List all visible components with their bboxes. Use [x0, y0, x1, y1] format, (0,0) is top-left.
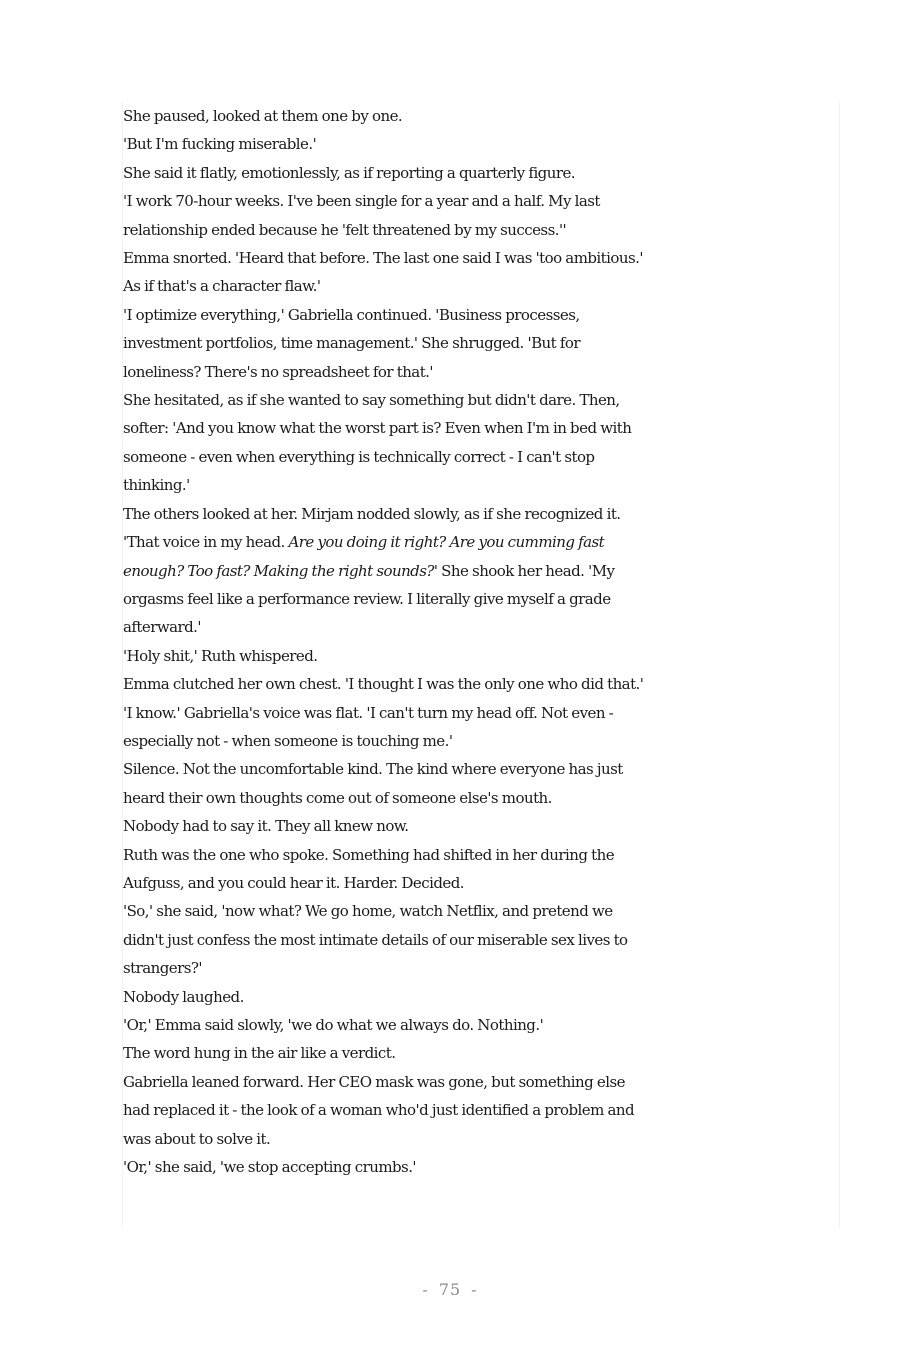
text-line: someone - even when everything is technically correct - I can't stop	[123, 447, 595, 466]
text-line: 'Or,' Emma said slowly, 'we do what we always do. Nothing.'	[123, 1016, 544, 1034]
text-line: She said it flatly, emotionlessly, as if reporting a quarterly figure.	[123, 163, 576, 182]
text-line: 'But I'm fucking miserable.'	[123, 135, 317, 154]
text-line: had replaced it - the look of a woman who'd just identified a problem and	[123, 1101, 635, 1120]
page-footer	[0, 1280, 900, 1299]
text-line: 'Or,' she said, 'we stop accepting crumbs.'	[123, 1158, 416, 1177]
text-line: Emma clutched her own chest. 'I thought I was the only one who did that.'	[123, 675, 644, 694]
text-line: 'Holy shit,' Ruth whispered.	[123, 646, 318, 665]
text-line: Ruth was the one who spoke. Something had shifted in her during the	[123, 845, 615, 864]
italic-text-segment: Are you doing it right? Are you cumming fast	[288, 533, 605, 552]
text-line: softer: 'And you know what the worst part is? Even when I'm in bed with	[123, 419, 632, 438]
text-line: Aufguss, and you could hear it. Harder. Decided.	[123, 873, 464, 892]
text-line: investment portfolios, time management.' She shrugged. 'But for	[123, 334, 580, 353]
text-line: orgasms feel like a performance review. I literally give myself a grade	[123, 589, 611, 608]
text-line: 'I optimize everything,' Gabriella continued. 'Business processes,	[123, 305, 580, 324]
text-line: relationship ended because he 'felt threatened by my success.''	[123, 220, 567, 239]
italic-text-segment: enough? Too fast? Making the right sounds?	[123, 561, 434, 580]
text-line: 'I know.' Gabriella's voice was flat. 'I can't turn my head off. Not even -	[123, 703, 614, 722]
footer-dash-right: -	[471, 1280, 478, 1299]
text-segment: 'That voice in my head.	[123, 533, 289, 552]
text-line: thinking.'	[123, 476, 190, 495]
text-line: Gabriella leaned forward. Her CEO mask was gone, but something else	[123, 1072, 625, 1091]
text-line: 'I work 70-hour weeks. I've been single for a year and a half. My last	[123, 192, 600, 211]
text-line	[123, 528, 839, 556]
text-line: She hesitated, as if she wanted to say something but didn't dare. Then,	[123, 391, 620, 410]
text-line: strangers?'	[123, 959, 202, 978]
text-line: She paused, looked at them one by one.	[123, 107, 403, 125]
text-line: Nobody laughed.	[123, 987, 244, 1006]
page-number: 75	[438, 1280, 462, 1299]
text-line: heard their own thoughts come out of someone else's mouth.	[123, 788, 552, 807]
text-column	[122, 102, 840, 1228]
text-line: was about to solve it.	[123, 1129, 271, 1148]
text-line: Nobody had to say it. They all knew now.	[123, 817, 409, 836]
text-line	[123, 557, 839, 585]
text-line: Emma snorted. 'Heard that before. The last one said I was 'too ambitious.'	[123, 249, 643, 268]
text-line: didn't just confess the most intimate details of our miserable sex lives to	[123, 930, 628, 949]
text-segment: ' She shook her head. 'My	[433, 561, 615, 580]
text-line: especially not - when someone is touching me.'	[123, 731, 453, 750]
text-line: Silence. Not the uncomfortable kind. The kind where everyone has just	[123, 760, 623, 779]
text-line: The word hung in the air like a verdict.	[123, 1044, 396, 1063]
text-line: The others looked at her. Mirjam nodded slowly, as if she recognized it.	[123, 504, 621, 523]
text-line: loneliness? There's no spreadsheet for that.'	[123, 362, 433, 381]
text-line: As if that's a character flaw.'	[123, 277, 321, 296]
text-line: afterward.'	[123, 618, 201, 637]
text-line: 'So,' she said, 'now what? We go home, watch Netflix, and pretend we	[123, 902, 613, 921]
footer-dash-left: -	[422, 1280, 429, 1299]
